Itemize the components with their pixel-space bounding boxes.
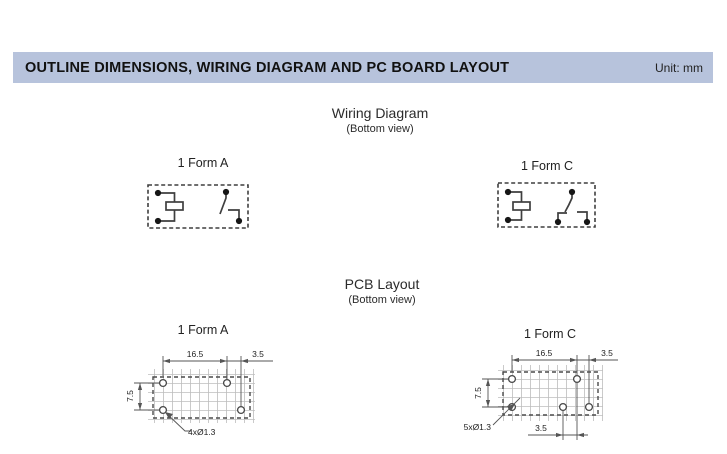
wiring-diagram-title: Wiring Diagram [331, 105, 429, 121]
section-header-bar [13, 52, 713, 83]
pin-hole [574, 376, 581, 383]
dim-height-value: 7.5 [473, 387, 483, 399]
page-title: OUTLINE DIMENSIONS, WIRING DIAGRAM AND PC BOARD LAYOUT [25, 59, 510, 76]
contact-pin-dot [569, 189, 575, 195]
pin-hole [238, 407, 245, 414]
contact-pin-dot [223, 189, 229, 195]
pcb-layout-form-a [118, 343, 286, 445]
pcb-layout-subtitle: (Bottom view) [348, 294, 416, 306]
dim-offset-value: 3.5 [252, 349, 264, 359]
wiring-diagram-form-a [143, 180, 255, 235]
dim-arrow [138, 403, 142, 410]
coil-symbol [166, 202, 183, 210]
dim-width-value: 16.5 [535, 348, 553, 358]
dim-arrow [570, 358, 577, 362]
coil-pin-dot [505, 189, 511, 195]
dim-arrow [138, 383, 142, 390]
no-pin-dot [584, 219, 590, 225]
wiring-diagram-form-c [493, 178, 605, 233]
unit-label: Unit: mm [655, 60, 703, 75]
hole-note: 4xØ1.3 [188, 427, 216, 437]
pcb-grid [498, 365, 603, 421]
coil-symbol [513, 202, 530, 210]
wiring-form-c-label: 1 Form C [520, 159, 574, 173]
hole-note: 5xØ1.3 [463, 422, 491, 432]
dim-arrow [220, 359, 227, 363]
dim-offset-bottom-value: 3.5 [535, 423, 547, 433]
coil-pin-dot [155, 190, 161, 196]
dim-arrow [486, 400, 490, 407]
contact-arm [565, 192, 572, 212]
dim-offset-top-value: 3.5 [601, 348, 613, 358]
dim-width-value: 16.5 [186, 349, 204, 359]
common-pin-dot [555, 219, 561, 225]
pin-hole [509, 376, 516, 383]
pcb-form-c-label: 1 Form C [523, 327, 577, 341]
contact-pin-dot [236, 218, 242, 224]
pcb-form-a-label: 1 Form A [177, 323, 229, 337]
dim-arrow [589, 358, 596, 362]
dim-height-value: 7.5 [125, 390, 135, 402]
pin-hole [224, 380, 231, 387]
contact-arm [220, 192, 226, 214]
pin-hole [586, 404, 593, 411]
wiring-form-a-label: 1 Form A [177, 156, 229, 170]
dim-arrow [486, 379, 490, 386]
coil-pin-dot [505, 217, 511, 223]
wiring-diagram-subtitle: (Bottom view) [346, 123, 414, 135]
dim-arrow [577, 433, 584, 437]
dim-arrow [241, 359, 248, 363]
dim-arrow [163, 359, 170, 363]
pcb-layout-title: PCB Layout [344, 276, 420, 292]
coil-pin-dot [155, 218, 161, 224]
dim-arrow [512, 358, 519, 362]
dim-arrow [556, 433, 563, 437]
pcb-layout-form-c [438, 343, 623, 453]
pin-hole [560, 404, 567, 411]
pin-hole [160, 380, 167, 387]
